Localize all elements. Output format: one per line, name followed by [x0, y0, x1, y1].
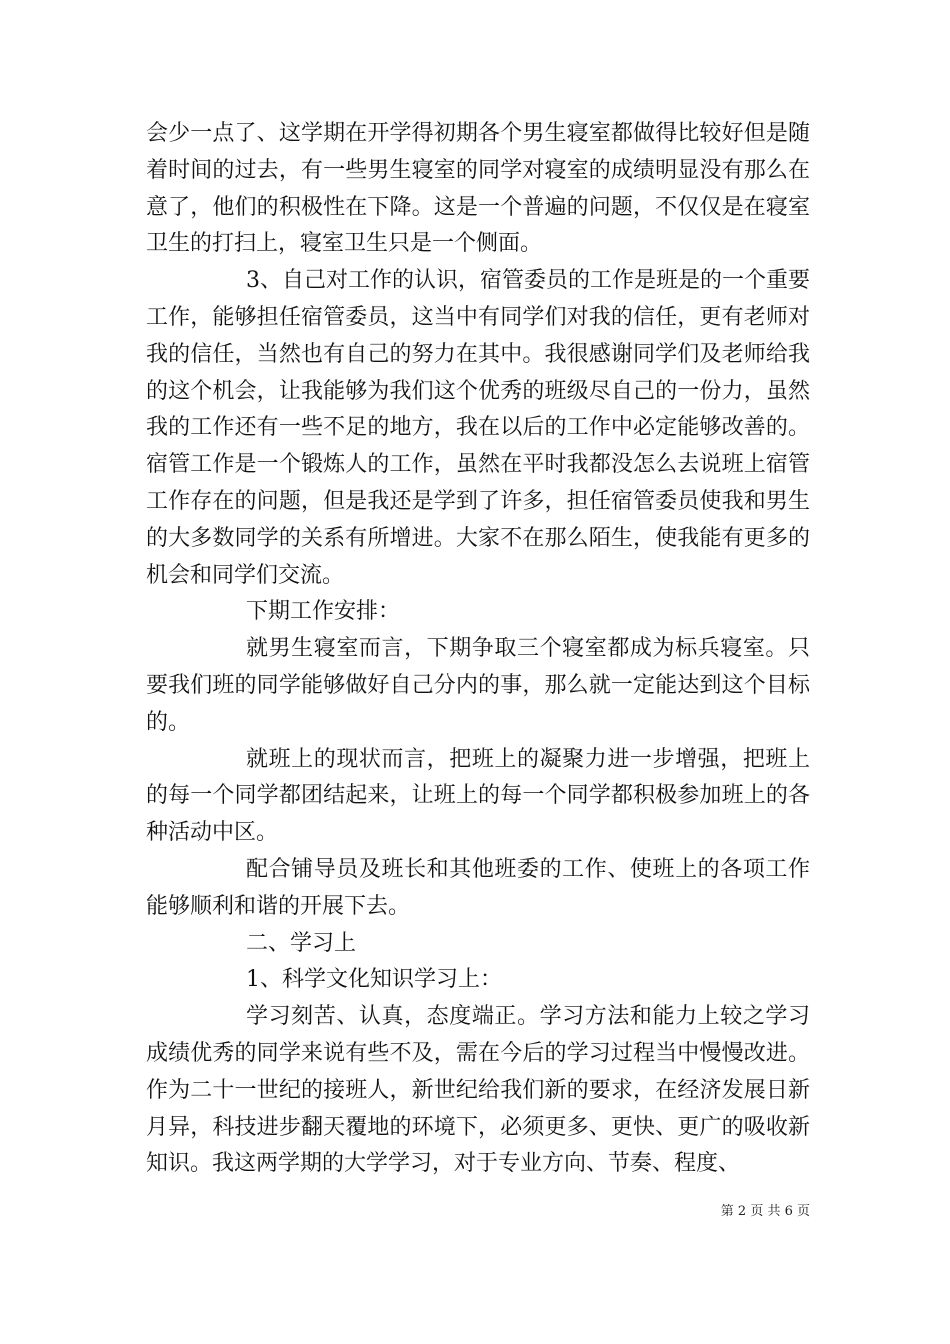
document-body: [146, 116, 810, 1183]
paragraph-1: 会少一点了、这学期在开学得初期各个男生寝室都做得比较好但是随着时间的过去，有一些男生寝室的同学对寝室的成绩明显没有那么在意了，他们的积极性在下降。这是一个普遍的问题，不仅仅是在寝室卫生的打扫上，寝室卫生只是一个侧面。: [146, 121, 810, 257]
paragraph-3-heading: 下期工作安排：: [246, 599, 401, 625]
paragraph-8-heading: 1、科学文化知识学习上：: [246, 967, 502, 993]
paragraph-7-heading: 二、学习上: [246, 930, 357, 956]
paragraph-9: 学习刻苦、认真，态度端正。学习方法和能力上较之学习成绩优秀的同学来说有些不及，需在今后的学习过程当中慢慢改进。作为二十一世纪的接班人，新世纪给我们新的要求，在经济发展日新月异，科技进步翻天覆地的环境下，必须更多、更快、更广的吸收新知识。我这两学期的大学学习，对于专业方向、节奏、程度、: [146, 1004, 810, 1177]
page-number-footer: 第 2 页 共 6 页: [720, 1204, 810, 1219]
paragraph-6: 配合铺导员及班长和其他班委的工作、使班上的各项工作能够顺利和谐的开展下去。: [146, 856, 810, 919]
paragraph-4: 就男生寝室而言，下期争取三个寝室都成为标兵寝室。只要我们班的同学能够做好自己分内的事，那么就一定能达到这个目标的。: [146, 636, 810, 735]
paragraph-2: 3、自己对工作的认识，宿管委员的工作是班是的一个重要工作，能够担任宿管委员，这当中有同学们对我的信任，更有老师对我的信任，当然也有自己的努力在其中。我很感谢同学们及老师给我的这个机会，让我能够为我们这个优秀的班级尽自己的一份力，虽然我的工作还有一些不足的地方，我在以后的工作中必定能够改善的。宿管工作是一个锻炼人的工作，虽然在平时我都没怎么去说班上宿管工作存在的问题，但是我还是学到了许多，担任宿管委员使我和男生的大多数同学的关系有所增进。大家不在那么陌生，使我能有更多的机会和同学们交流。: [146, 268, 810, 588]
paragraph-5: 就班上的现状而言，把班上的凝聚力进一步增强，把班上的每一个同学都团结起来，让班上的每一个同学都积极参加班上的各种活动中区。: [146, 746, 810, 846]
